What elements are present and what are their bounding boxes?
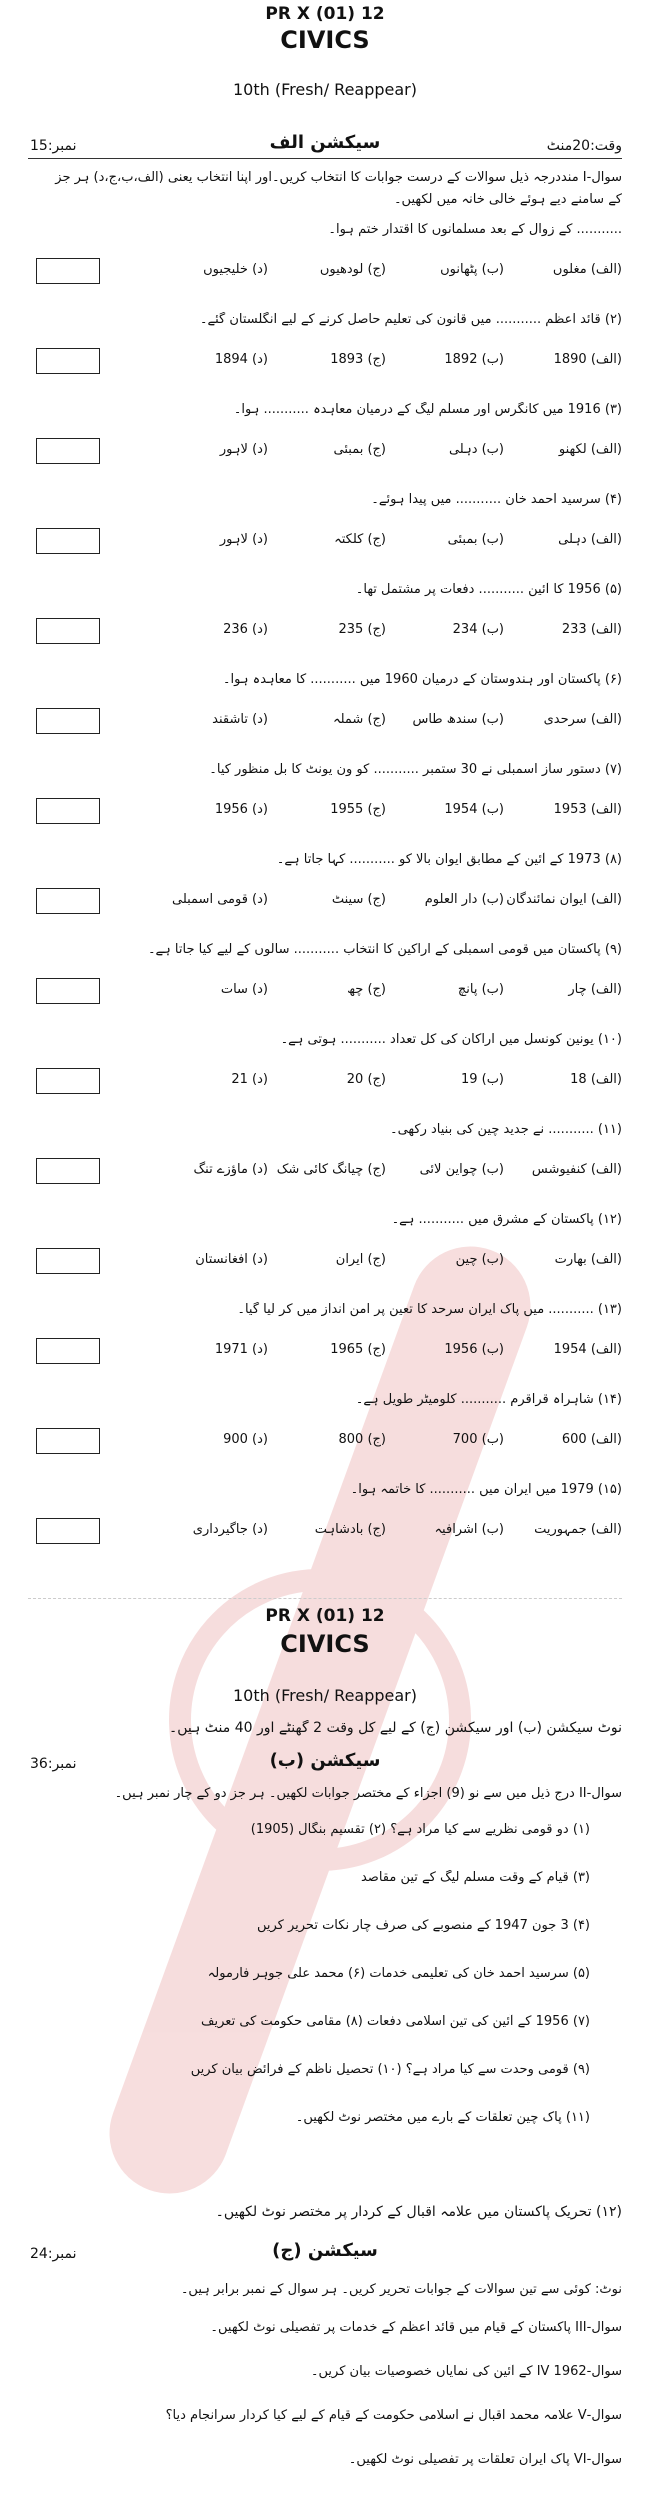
answer-box[interactable] [36, 1428, 100, 1454]
mcq-options [105, 1252, 622, 1276]
mcq-option: (ب) چواین لائی [419, 1162, 504, 1177]
subject-title-2: CIVICS [280, 1630, 370, 1658]
mcq-option: (ب) 1892 [444, 352, 504, 367]
marks-label: نمبر:15 [30, 138, 77, 154]
mcq-options [105, 532, 622, 556]
mcq-options [105, 1432, 622, 1456]
mcq-stem: (۱۴) شاہراہ قراقرم ........... کلومیٹر طویل ہے۔ [355, 1392, 622, 1407]
mcq-stem: (۱۱) ........... نے جدید چین کی بنیاد رکھی۔ [389, 1122, 622, 1137]
mcq-stem: (۱۰) یونین کونسل میں اراکان کی کل تعداد ........... ہوتی ہے۔ [280, 1032, 622, 1047]
mcq-options [105, 1522, 622, 1546]
mcq-option: (د) خلیجیوں [203, 262, 268, 277]
mcq-option: (الف) ایوان نمائندگان [506, 892, 622, 907]
mcq-option: (الف) بھارت [554, 1252, 622, 1267]
mcq-option: (د) تاشقند [212, 712, 268, 727]
short-question: (۷) 1956 کے آئین کی تین اسلامی دفعات (۸) مقامی حکومت کی تعریف [201, 2014, 590, 2029]
answer-box[interactable] [36, 258, 100, 284]
mcq-option: (د) لاہور [219, 532, 268, 547]
mcq-option: (ب) 234 [452, 622, 504, 637]
mcq-option: (ب) دہلی [448, 442, 504, 457]
mcq-option: (ب) بمبئی [447, 532, 504, 547]
mcq-option: (ج) 235 [338, 622, 386, 637]
short-question: (۹) قومی وحدت سے کیا مراد ہے؟ (۱۰) تحصیل ناظم کے فرائض بیان کریں [190, 2062, 590, 2077]
answer-box[interactable] [36, 618, 100, 644]
answer-box[interactable] [36, 708, 100, 734]
section-c-title: سیکشن (ج) [272, 2240, 378, 2261]
mcq-stem: (۸) 1973 کے آئین کے مطابق ایوان بالا کو ........... کہا جاتا ہے۔ [276, 852, 622, 867]
mcq-option: (د) ماؤزے تنگ [193, 1162, 268, 1177]
section-c-marks: نمبر:24 [30, 2246, 77, 2262]
mcq-option: (الف) سرحدی [543, 712, 622, 727]
long-question: سوال-VI پاک ایران تعلقات پر تفصیلی نوٹ لکھیں۔ [348, 2452, 622, 2467]
long-question: سوال-V علامہ محمد اقبال نے اسلامی حکومت کے قیام کے لیے کیا کردار سرانجام دیا؟ [165, 2408, 622, 2423]
mcq-stem: (۵) 1956 کا آئین ........... دفعات پر مشتمل تھا۔ [355, 582, 622, 597]
mcq-option: (الف) 1890 [553, 352, 622, 367]
paper-code-2: PR X (01) 12 [265, 1606, 385, 1626]
long-question: سوال-III پاکستان کے قیام میں قائد اعظم کے خدمات پر تفصیلی نوٹ لکھیں۔ [210, 2320, 622, 2335]
mcq-stem: (۶) پاکستان اور ہندوستان کے درمیان 1960 میں ........... کا معاہدہ ہوا۔ [222, 672, 622, 687]
mcq-option: (ج) سینٹ [331, 892, 386, 907]
answer-box[interactable] [36, 888, 100, 914]
mcq-option: (ج) 1893 [330, 352, 386, 367]
mcq-options [105, 622, 622, 646]
mcq-option: (الف) چار [568, 982, 622, 997]
page-break [28, 1598, 622, 1599]
mcq-option: (د) جاگیرداری [192, 1522, 268, 1537]
mcq-options [105, 892, 622, 916]
mcq-option: (د) 1894 [214, 352, 268, 367]
answer-box[interactable] [36, 1158, 100, 1184]
mcq-stem: (۹) پاکستان میں قومی اسمبلی کے اراکین کا انتخاب ........... سالوں کے لیے کیا جاتا ہے۔ [147, 942, 622, 957]
mcq-option: (ج) 20 [346, 1072, 386, 1087]
section-b-title: سیکشن (ب) [269, 1750, 381, 1771]
mcq-option: (الف) دہلی [558, 532, 622, 547]
mcq-stem: (۴) سرسید احمد خان ........... میں پیدا ہوئے۔ [371, 492, 622, 507]
mcq-option: (ج) بادشاہت [314, 1522, 386, 1537]
time-note: نوٹ سیکشن (ب) اور سیکشن (ج) کے لیے کل وقت 2 گھنٹے اور 40 منٹ ہیں۔ [169, 1720, 622, 1736]
mcq-option: (د) لاہور [219, 442, 268, 457]
mcq-option: (د) 236 [223, 622, 268, 637]
section-a-title: سیکشن الف [269, 132, 381, 153]
mcq-option: (الف) مغلوں [552, 262, 622, 277]
mcq-options [105, 802, 622, 826]
mcq-option: (د) سات [220, 982, 268, 997]
mcq-options [105, 712, 622, 736]
mcq-options [105, 1342, 622, 1366]
mcq-option: (ب) اشرافیہ [434, 1522, 504, 1537]
mcq-option: (الف) لکھنو [558, 442, 622, 457]
mcq-option: (ج) کلکتہ [334, 532, 386, 547]
mcq-stem: ........... کے زوال کے بعد مسلمانوں کا اقتدار ختم ہوا۔ [328, 222, 622, 237]
mcq-options [105, 262, 622, 286]
section-b-marks: نمبر:36 [30, 1756, 77, 1772]
mcq-option: (د) 21 [231, 1072, 268, 1087]
mcq-option: (ب) دار العلوم [424, 892, 504, 907]
mcq-option: (د) قومی اسمبلی [171, 892, 268, 907]
long-question: سوال-IV 1962 کے آئین کی نمایاں خصوصیات بیان کریں۔ [310, 2364, 622, 2379]
mcq-option: (الف) 1954 [553, 1342, 622, 1357]
mcq-options [105, 1162, 622, 1186]
mcq-stem: (۱۵) 1979 میں ایران میں ........... کا خاتمہ ہوا۔ [350, 1482, 622, 1497]
answer-box[interactable] [36, 1068, 100, 1094]
mcq-option: (ج) 1965 [330, 1342, 386, 1357]
mcq-stem: (۳) 1916 میں کانگرس اور مسلم لیگ کے درمیان معاہدہ ........... ہوا۔ [233, 402, 622, 417]
short-question: (۱۱) پاک چین تعلقات کے بارے میں مختصر نوٹ لکھیں۔ [295, 2110, 590, 2125]
mcq-options [105, 352, 622, 376]
mcq-options [105, 1072, 622, 1096]
mcq-option: (ج) ایران [335, 1252, 386, 1267]
header-rule [28, 158, 622, 159]
mcq-option: (ج) 800 [338, 1432, 386, 1447]
answer-box[interactable] [36, 1248, 100, 1274]
mcq-option: (ب) سندھ طاس [412, 712, 504, 727]
answer-box[interactable] [36, 1518, 100, 1544]
mcq-option: (ب) 1956 [444, 1342, 504, 1357]
mcq-option: (ج) بمبئی [333, 442, 386, 457]
short-question: (۵) سرسید احمد خان کی تعلیمی خدمات (۶) محمد علی جوہر فارمولہ [207, 1966, 590, 1981]
mcq-stem: (۱۲) پاکستان کے مشرق میں ........... ہے۔ [391, 1212, 622, 1227]
mcq-stem: (۲) قائد اعظم ........... میں قانون کی تعلیم حاصل کرنے کے لیے انگلستان گئے۔ [199, 312, 622, 327]
mcq-option: (ب) 19 [460, 1072, 504, 1087]
mcq-option: (الف) کنفیوشس [531, 1162, 622, 1177]
mcq-option: (ج) شملہ [333, 712, 386, 727]
section-b-instruction: سوال-II درج ذیل میں سے نو (9) اجزاء کے مختصر جوابات لکھیں۔ ہر جز دو کے چار نمبر ہیں۔ [114, 1786, 622, 1801]
mcq-option: (ب) چین [455, 1252, 504, 1267]
mcq-option: (د) 1971 [214, 1342, 268, 1357]
instruction-line-2: کے سامنے دیے ہوئے خالی خانہ میں لکھیں۔ [393, 192, 622, 207]
mcq-option: (د) افغانستان [195, 1252, 268, 1267]
mcq-option: (ج) چھ [347, 982, 386, 997]
answer-box[interactable] [36, 978, 100, 1004]
mcq-option: (ج) لودھیوں [319, 262, 386, 277]
mcq-options [105, 442, 622, 466]
mcq-option: (الف) 18 [570, 1072, 622, 1087]
paper-code: PR X (01) 12 [265, 4, 385, 24]
mcq-option: (ب) 1954 [444, 802, 504, 817]
section-c-note: نوٹ: کوئی سے تین سوالات کے جوابات تحریر کریں۔ ہر سوال کے نمبر برابر ہیں۔ [180, 2282, 622, 2297]
mcq-option: (د) 1956 [214, 802, 268, 817]
instruction-line-1: سوال-I منددرجہ ذیل سوالات کے درست جوابات کا انتخاب کریں۔اور اپنا انتخاب یعنی (الف،ب،ج،د) ہر جز [55, 170, 622, 185]
mcq-option: (ج) چیانگ کائی شک [276, 1162, 386, 1177]
mcq-stem: (۱۳) ........... میں پاک ایران سرحد کا تعین پر امن انداز میں کر لیا گیا۔ [237, 1302, 622, 1317]
mcq-stem: (۷) دستور ساز اسمبلی نے 30 ستمبر ........... کو ون یونٹ کا بل منظور کیا۔ [209, 762, 622, 777]
short-question: (۱) دو قومی نظریے سے کیا مراد ہے؟ (۲) تقسیم بنگال (1905) [250, 1822, 590, 1837]
answer-box[interactable] [36, 348, 100, 374]
mcq-option: (ب) پانچ [457, 982, 504, 997]
mcq-option: (الف) جمہوریت [534, 1522, 622, 1537]
answer-box[interactable] [36, 798, 100, 824]
mcq-option: (الف) 600 [561, 1432, 622, 1447]
mcq-option: (الف) 233 [561, 622, 622, 637]
class-line: 10th (Fresh/ Reappear) [233, 80, 417, 99]
mcq-option: (ج) 1955 [330, 802, 386, 817]
short-question: (۳) قیام کے وقت مسلم لیگ کے تین مقاصد [360, 1870, 590, 1885]
time-label: وقت:20منٹ [546, 138, 622, 154]
mcq-option: (الف) 1953 [553, 802, 622, 817]
short-question: (۴) 3 جون 1947 کے منصوبے کی صرف چار نکات تحریر کریں [256, 1918, 590, 1933]
subject-title: CIVICS [280, 26, 370, 54]
class-line-2: 10th (Fresh/ Reappear) [233, 1686, 417, 1705]
mcq-option: (ب) 700 [452, 1432, 504, 1447]
answer-box[interactable] [36, 528, 100, 554]
answer-box[interactable] [36, 1338, 100, 1364]
question-12: (۱۲) تحریک پاکستان میں علامہ اقبال کے کردار پر مختصر نوٹ لکھیں۔ [215, 2204, 622, 2220]
mcq-option: (د) 900 [223, 1432, 268, 1447]
mcq-option: (ب) پٹھانوں [440, 262, 504, 277]
answer-box[interactable] [36, 438, 100, 464]
mcq-options [105, 982, 622, 1006]
